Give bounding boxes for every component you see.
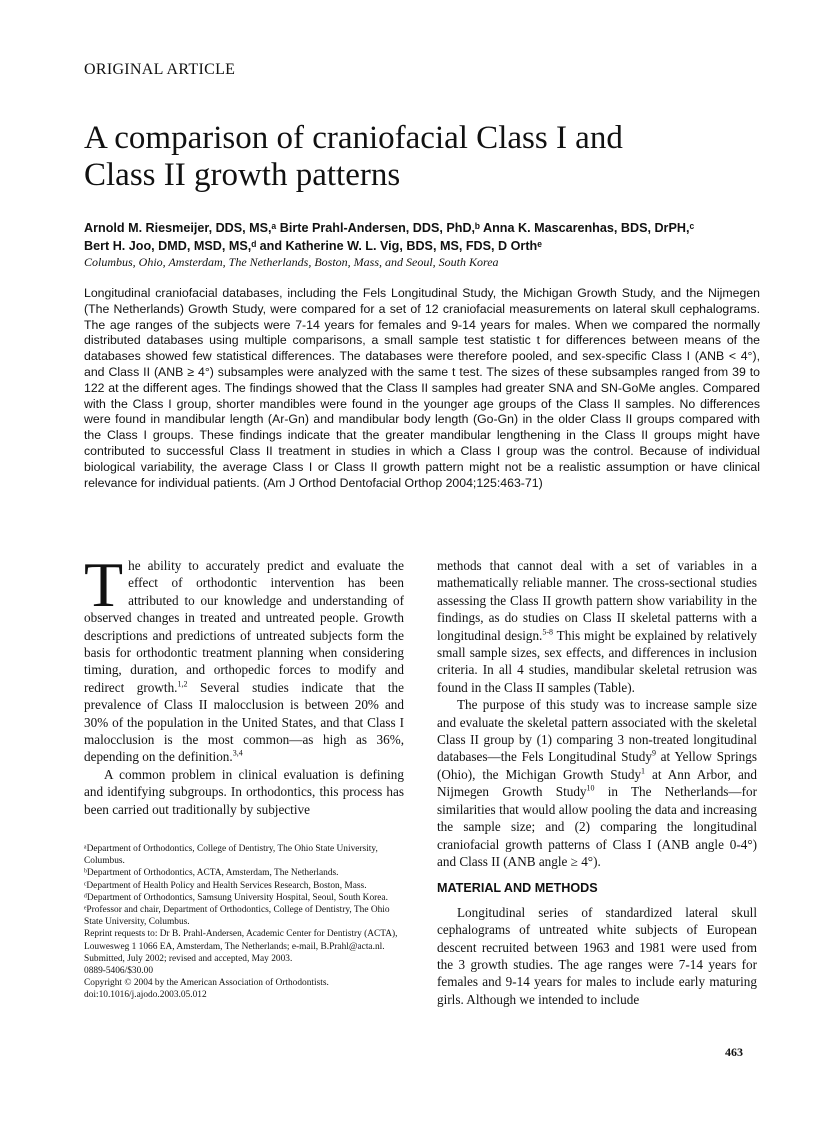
body-paragraph: A common problem in clinical evaluation is defining and identifying subgroups. In orthodontics, this process has been carried out traditionally by subjective	[84, 766, 404, 817]
drop-cap: T	[84, 549, 124, 620]
citation-ref: 10	[586, 783, 595, 793]
citation-ref: 1,2	[177, 679, 188, 689]
authors-line-2: Bert H. Joo, DMD, MSD, MS,ᵈ and Katherine W. L. Vig, BDS, MS, FDS, D Orthᵉ	[84, 239, 542, 253]
intro-text: he ability to accurately predict and evaluate the effect of orthodontic intervention has been attributed to our knowledge and understanding of observed changes in treated and untreated people. Growth descriptions and predictions of untreated subjects form the basis for orthodontic treatment planning when considering timing, duration, and orthopedic forces to modify and redirect growth.	[84, 558, 404, 695]
body-text: at Yellow Springs (Ohio), the Michigan Growth Study	[437, 749, 757, 782]
title-line-1: A comparison of craniofacial Class I and	[84, 120, 623, 156]
affiliation-locations: Columbus, Ohio, Amsterdam, The Netherlands, Boston, Mass, and Seoul, South Korea	[84, 255, 499, 269]
methods-paragraph: Longitudinal series of standardized lateral skull cephalograms of untreated white subjects of European descent recruited between 1963 and 1981 were used from the 3 growth studies. The age ranges were 7-14 years for females and 9-14 years for males to include early maturing girls. Although we intended to include	[437, 904, 757, 1007]
abstract: Longitudinal craniofacial databases, including the Fels Longitudinal Study, the Michigan Growth Study, and the Nijmegen (The Netherlands) Growth Study, were compared for a set of 12 craniofacial measurements on lateral skull cephalograms. The age ranges of the subjects were 7-14 years for females and 9-14 years for males. When we compared the normally distributed databases using multiple comparisons, a small sample test statistic t for differences between means of the databases showed few statistical differences. The databases were therefore pooled, and sex-specific Class I (ANB < 4°), and Class II (ANB ≥ 4°) subsamples were analyzed with the same t test. The sizes of these subsamples ranged from 39 to 122 at the different ages. The findings showed that the Class II samples had greater SNA and SN-GoMe angles. Compared with the Class I group, shorter mandibles were found in the younger age groups of the Class II samples. No differences were found in mandibular length (Ar-Gn) and mandibular body length (Go-Gn) in the older Class II groups compared with the Class I groups. These findings indicate that the greater mandibular lengthening in the Class II groups might have contributed to successful Class II treatment in studies in which a Class I group was the control. Because of individual biological variability, the average Class I or Class II growth pattern might not be a realistic assumption or have clinical relevance for individual patients. (Am J Orthod Dentofacial Orthop 2004;125:463-71)	[84, 286, 760, 490]
section-label: ORIGINAL ARTICLE	[84, 61, 236, 78]
citation-ref: 5-8	[542, 627, 554, 637]
authors-line-1: Arnold M. Riesmeijer, DDS, MS,ᵃ Birte Prahl-Andersen, DDS, PhD,ᵇ Anna K. Mascarenhas, BDS, DrPH,ᶜ	[84, 221, 695, 235]
citation-ref: 3,4	[232, 749, 243, 759]
right-column	[437, 557, 757, 1008]
footnote: ᶜDepartment of Health Policy and Health Services Research, Boston, Mass.	[84, 880, 367, 891]
intro-text-cont: Several studies indicate that the prevalence of Class II malocclusion is between 20% and 30% of the population in the United States, and that Class I malocclusion is the most common—as high as 36%, depending on the definition.	[84, 679, 404, 765]
footnote: ᵃDepartment of Orthodontics, College of Dentistry, The Ohio State University, Columbus.	[84, 844, 378, 867]
footnotes	[84, 843, 404, 1002]
section-heading: MATERIAL AND METHODS	[437, 881, 598, 896]
purpose-paragraph	[437, 696, 757, 870]
footnote: 0889-5406/$30.00	[84, 966, 154, 977]
body-paragraph	[437, 557, 757, 696]
title-line-2: Class II growth patterns	[84, 157, 401, 193]
body-text: The purpose of this study was to increase sample size and evaluate the skeletal pattern associated with the skeletal Class II group by (1) comparing 3 non-treated longitudinal databases—the Fels Longitudinal Study	[437, 697, 757, 765]
footnote: ᵉProfessor and chair, Department of Orthodontics, College of Dentistry, The Ohio State University, Columbus.	[84, 905, 390, 928]
body-text: methods that cannot deal with a set of variables in a mathematically reliable manner. The cross-sectional studies assessing the Class II growth pattern show variability in the findings, as do studies on Class II skeletal patterns with a longitudinal design.	[437, 558, 757, 643]
left-column	[84, 549, 404, 818]
intro-paragraph	[84, 549, 404, 766]
author-list	[84, 219, 764, 255]
article-title	[84, 120, 764, 194]
footnote: doi:10.1016/j.ajodo.2003.05.012	[84, 990, 207, 1001]
body-text-cont: This might be explained by relatively small sample sizes, sex effects, and differences in inclusion criteria. In all 4 studies, mandibular skeletal retrusion was found in the Class II samples (Table).	[437, 627, 758, 695]
footnote: ᵇDepartment of Orthodontics, ACTA, Amsterdam, The Netherlands.	[84, 868, 339, 879]
footnote: Submitted, July 2002; revised and accepted, May 2003.	[84, 953, 293, 964]
footnote: Reprint requests to: Dr B. Prahl-Andersen, Academic Center for Dentistry (ACTA), Louwesweg 1 1066 EA, Amsterdam, The Netherlands; e-mail, B.Prahl@acta.nl.	[84, 929, 398, 952]
citation-ref: 9	[651, 749, 656, 759]
citation-ref: 1	[641, 766, 646, 776]
footnote: ᵈDepartment of Orthodontics, Samsung University Hospital, Seoul, South Korea.	[84, 892, 388, 903]
body-text: at Ann Arbor, and Nijmegen Growth Study	[437, 766, 757, 800]
footnote: Copyright © 2004 by the American Association of Orthodontists.	[84, 978, 329, 989]
body-text: in The Netherlands—for similarities that would allow pooling the data and increasing the sample size; and (2) comparing the longitudinal craniofacial growth patterns of Class I (ANB angle 0-4°) and Class II (ANB angle ≥ 4°).	[437, 784, 757, 869]
page-number: 463	[725, 1045, 743, 1059]
